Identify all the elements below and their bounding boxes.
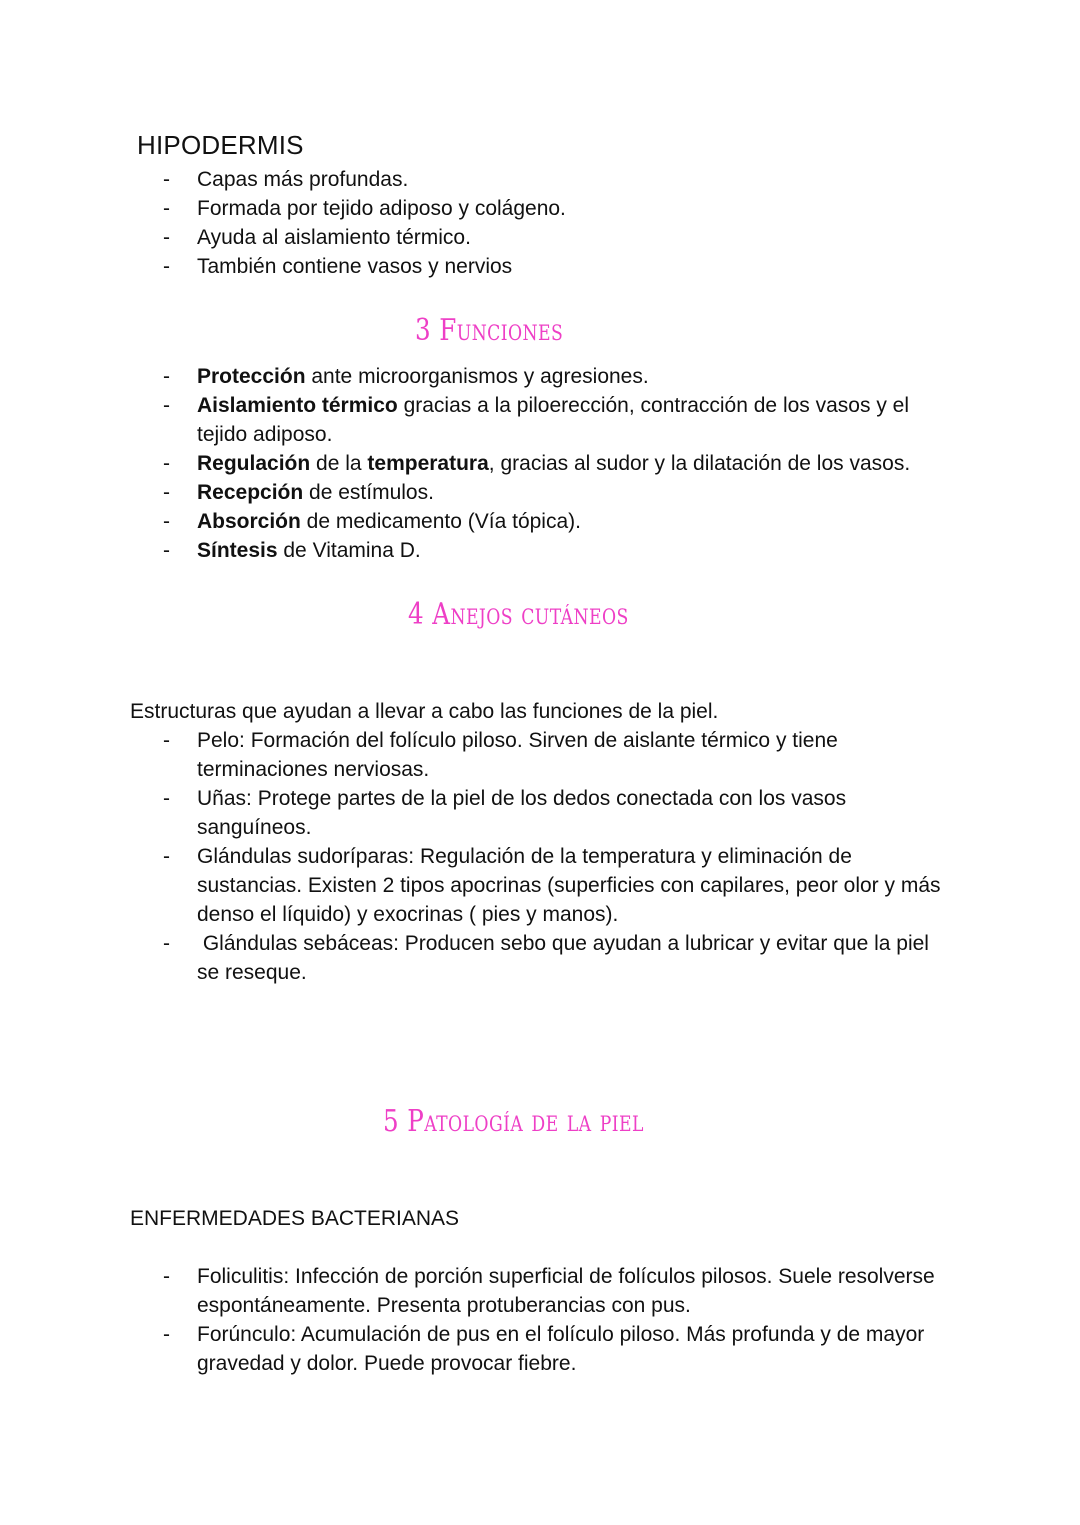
list-item: - Uñas: Protege partes de la piel de los dedos conectada con los vasos sanguíneos. [163, 787, 847, 839]
list-item: - Glándulas sudoríparas: Regulación de la temperatura y eliminación de sustancias. Existen 2 tipos apocrinas (superficies con capilares, peor olor y más denso el líquido) y exocrinas ( pies y manos). [163, 845, 941, 926]
list-item: - Formada por tejido adiposo y colágeno. [163, 197, 566, 220]
section-title-patologia: 5 Patología de la piel [383, 1104, 644, 1139]
list-item: - Capas más profundas. [163, 168, 409, 191]
list-item: - Glándulas sebáceas: Producen sebo que ayudan a lubricar y evitar que la piel se reseque. [163, 932, 935, 984]
list-item: - Protección ante microorganismos y agresiones. [163, 365, 649, 388]
list-item: - Ayuda al aislamiento térmico. [163, 226, 471, 249]
list-item: - Regulación de la temperatura, gracias al sudor y la dilatación de los vasos. [163, 452, 911, 475]
funciones-list [130, 362, 950, 565]
section-title-anejos: 4 Anejos cutáneos [408, 597, 629, 632]
list-item: - Absorción de medicamento (Vía tópica). [163, 510, 581, 533]
list-item: - También contiene vasos y nervios [163, 255, 513, 278]
section-title-funciones: 3 Funciones [415, 313, 564, 348]
hipodermis-list [130, 165, 950, 281]
patologia-list [130, 1262, 950, 1378]
list-item: - Recepción de estímulos. [163, 481, 434, 504]
hipodermis-heading: HIPODERMIS [137, 130, 304, 160]
list-item: - Forúnculo: Acumulación de pus en el folículo piloso. Más profunda y de mayor gravedad y dolor. Puede provocar fiebre. [163, 1323, 925, 1375]
patologia-subtitle: ENFERMEDADES BACTERIANAS [130, 1207, 460, 1230]
list-item: - Aislamiento térmico gracias a la piloerección, contracción de los vasos y el tejido adiposo. [163, 394, 909, 446]
anejos-intro: Estructuras que ayudan a llevar a cabo las funciones de la piel. [130, 700, 719, 723]
list-item: - Síntesis de Vitamina D. [163, 539, 421, 562]
list-item: - Foliculitis: Infección de porción superficial de folículos pilosos. Suele resolverse espontáneamente. Presenta protuberancias con pus. [163, 1265, 935, 1317]
anejos-list [130, 726, 950, 987]
list-item: - Pelo: Formación del folículo piloso. Sirven de aislante térmico y tiene terminaciones nerviosas. [163, 729, 838, 781]
